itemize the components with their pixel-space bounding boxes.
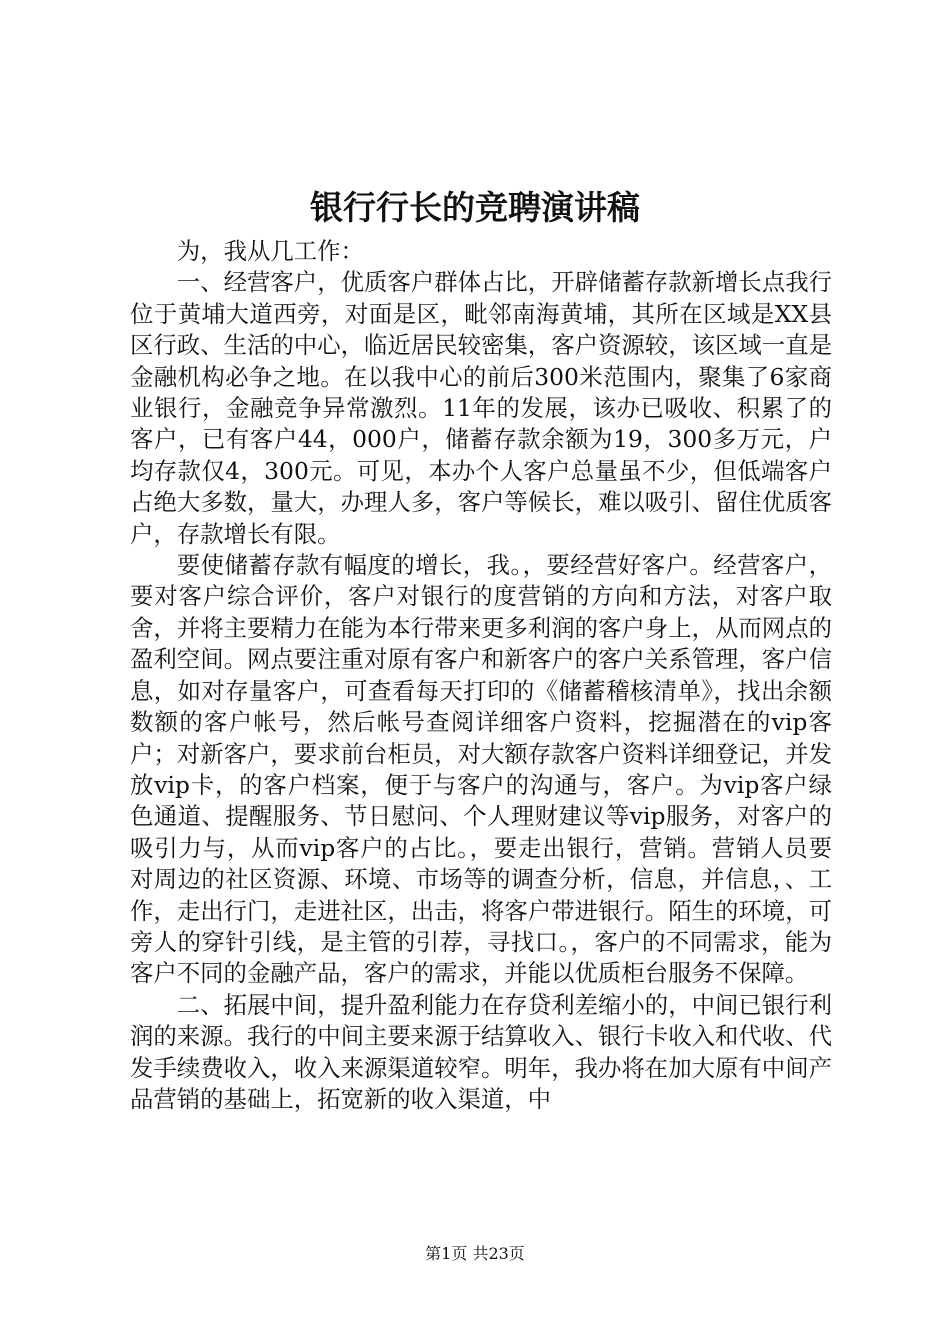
paragraph-intermediate-business: 二、拓展中间，提升盈利能力在存贷利差缩小的，中间已银行利润的来源。我行的中间主要来源于结算收入、银行卡收入和代收、代发手续费收入，收入来源渠道较窄。明年，我办将在加大原有中间产品营销的基础上，拓宽新的收入渠道，中 [130, 990, 832, 1113]
paragraph-customer-management: 一、经营客户，优质客户群体占比，开辟储蓄存款新增长点我行位于黄埔大道西旁，对面是区，毗邻南海黄埔，其所在区域是XX县区行政、生活的中心，临近居民较密集，客户资源较，该区域一直是金融机构必争之地。在以我中心的前后300米范围内，聚集了6家商业银行，金融竞争异常激烈。11年的发展，该办已吸收、积累了的客户，已有客户44，000户，储蓄存款余额为19，300多万元，户均存款仅4，300元。可见，本办个人客户总量虽不少，但低端客户占绝大多数，量大，办理人多，客户等候长，难以吸引、留住优质客户，存款增长有限。 [130, 268, 832, 548]
document-title: 银行行长的竞聘演讲稿 [310, 188, 640, 227]
page-footer: 第1页 共23页 [425, 1244, 525, 1263]
document-body [130, 236, 832, 1115]
paragraph-intro: 为，我从几工作： [176, 237, 364, 265]
paragraph-deposit-growth: 要使储蓄存款有幅度的增长，我。，要经营好客户。经营客户，要对客户综合评价，客户对银行的度营销的方向和方法，对客户取舍，并将主要精力在能为本行带来更多利润的客户身上，从而网点的盈利空间。网点要注重对原有客户和新客户的客户关系管理，客户信息，如对存量客户，可查看每天打印的《储蓄稽核清单》，找出余额数额的客户帐号，然后帐号查阅详细客户资料，挖掘潜在的vip客户；对新客户，要求前台柜员，对大额存款客户资料详细登记，并发放vip卡，的客户档案，便于与客户的沟通与，客户。为vip客户绿色通道、提醒服务、节日慰问、个人理财建议等vip服务，对客户的吸引力与，从而vip客户的占比。，要走出银行，营销。营销人员要对周边的社区资源、环境、市场等的调查分析，信息，并信息，、工作，走出行门，走进社区，出击，将客户带进银行。陌生的环境，可旁人的穿针引线，是主管的引荐，寻找口。，客户的不同需求，能为客户不同的金融产品，客户的需求，并能以优质柜台服务不保障。 [130, 551, 832, 988]
